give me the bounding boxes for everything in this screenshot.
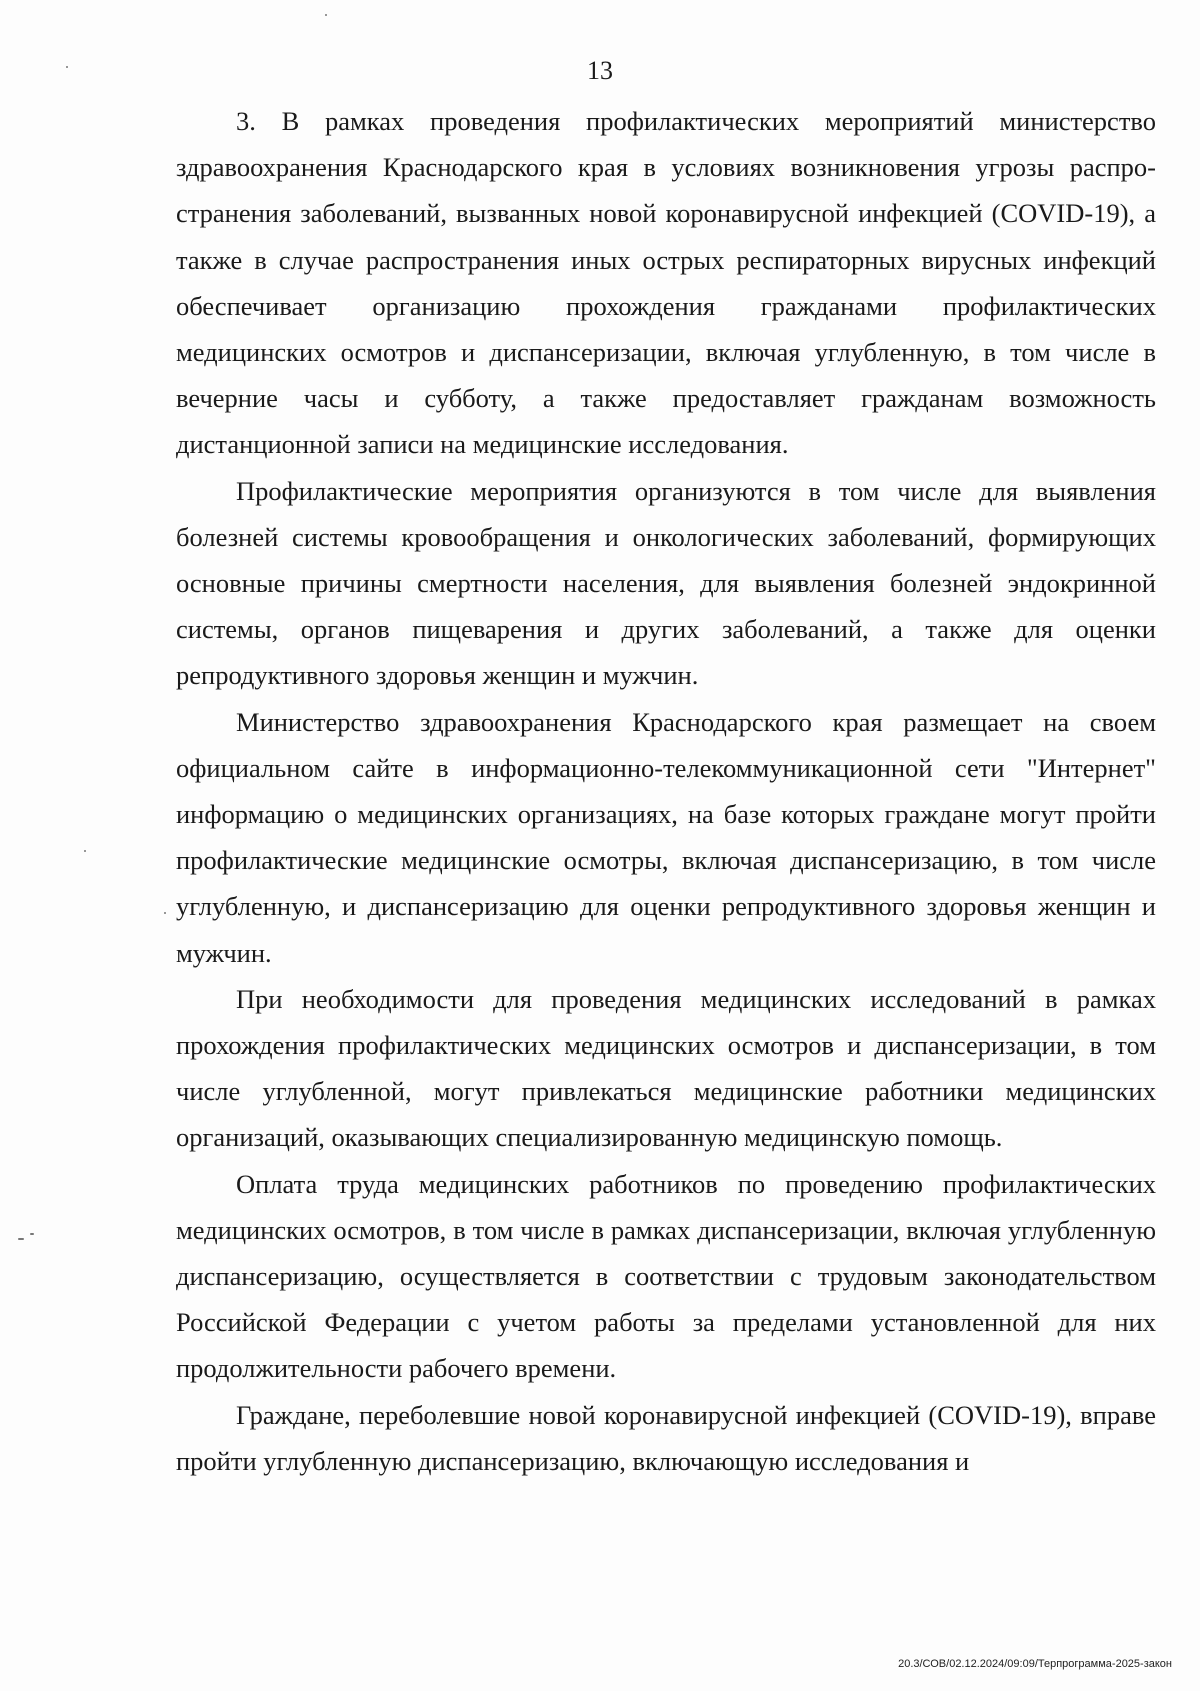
scan-speck <box>18 1238 24 1240</box>
document-body <box>176 98 1156 1484</box>
paragraph-2: Профилактические мероприятия организуются в том числе для выявления болезней системы кровообращения и онкологических заболеваний, формирующих основные причины смертности населения, для выявления болезней эндокринной системы, органов пищеварения и других заболеваний, а также для оценки репродуктивного здоровья женщин и мужчин. <box>176 475 1156 691</box>
document-footer-code: 20.3/СОВ/02.12.2024/09:09/Терпрограмма-2025-закон <box>898 1658 1172 1670</box>
paragraph-5: Оплата труда медицинских работников по проведению профилактических медицинских осмотров, в том числе в рамках диспансеризации, включая углубленную диспансеризацию, осуществляется в соответствии с трудовым законодательством Российской Федерации с учетом работы за пределами установленной для них продолжительности рабочего времени. <box>176 1168 1156 1384</box>
page-number: 13 <box>587 56 613 85</box>
scan-speck <box>325 14 327 16</box>
paragraph-6: Граждане, переболевшие новой коронавирусной инфекцией (COVID-19), вправе пройти углубленную диспансеризацию, включающую исследования и <box>176 1399 1156 1476</box>
paragraph-3: Министерство здравоохранения Краснодарского края размещает на своем официальном сайте в информационно-телекоммуникационной сети "Интернет" информацию о медицинских организациях, на базе которых граждане могут пройти профилактические медицинские осмотры, включая диспансеризацию, в том числе углубленную, и диспансеризацию для оценки репродуктивного здоровья женщин и мужчин. <box>176 706 1156 968</box>
scan-speck <box>66 66 68 68</box>
scan-speck <box>84 850 86 852</box>
scan-speck <box>30 1233 34 1235</box>
scan-speck <box>164 912 166 914</box>
paragraph-1: 3. В рамках проведения профилактических мероприятий министерство здравоохранения Краснодарского края в условиях возникновения угрозы распространения заболеваний, вызванных новой коронавирусной инфекцией (COVID-19), а также в случае распространения иных острых респираторных вирусных инфекций обеспечивает организацию прохождения гражданами профилактических медицинских осмотров и диспансеризации, включая углубленную, в том числе в вечерние часы и субботу, а также предоставляет гражданам возможность дистанционной записи на медицинские исследования. <box>176 106 1156 460</box>
paragraph-4: При необходимости для проведения медицинских исследований в рамках прохождения профилактических медицинских осмотров и диспансеризации, в том числе углубленной, могут привлекаться медицинские работники медицинских организаций, оказывающих специализированную медицинскую помощь. <box>176 983 1156 1153</box>
